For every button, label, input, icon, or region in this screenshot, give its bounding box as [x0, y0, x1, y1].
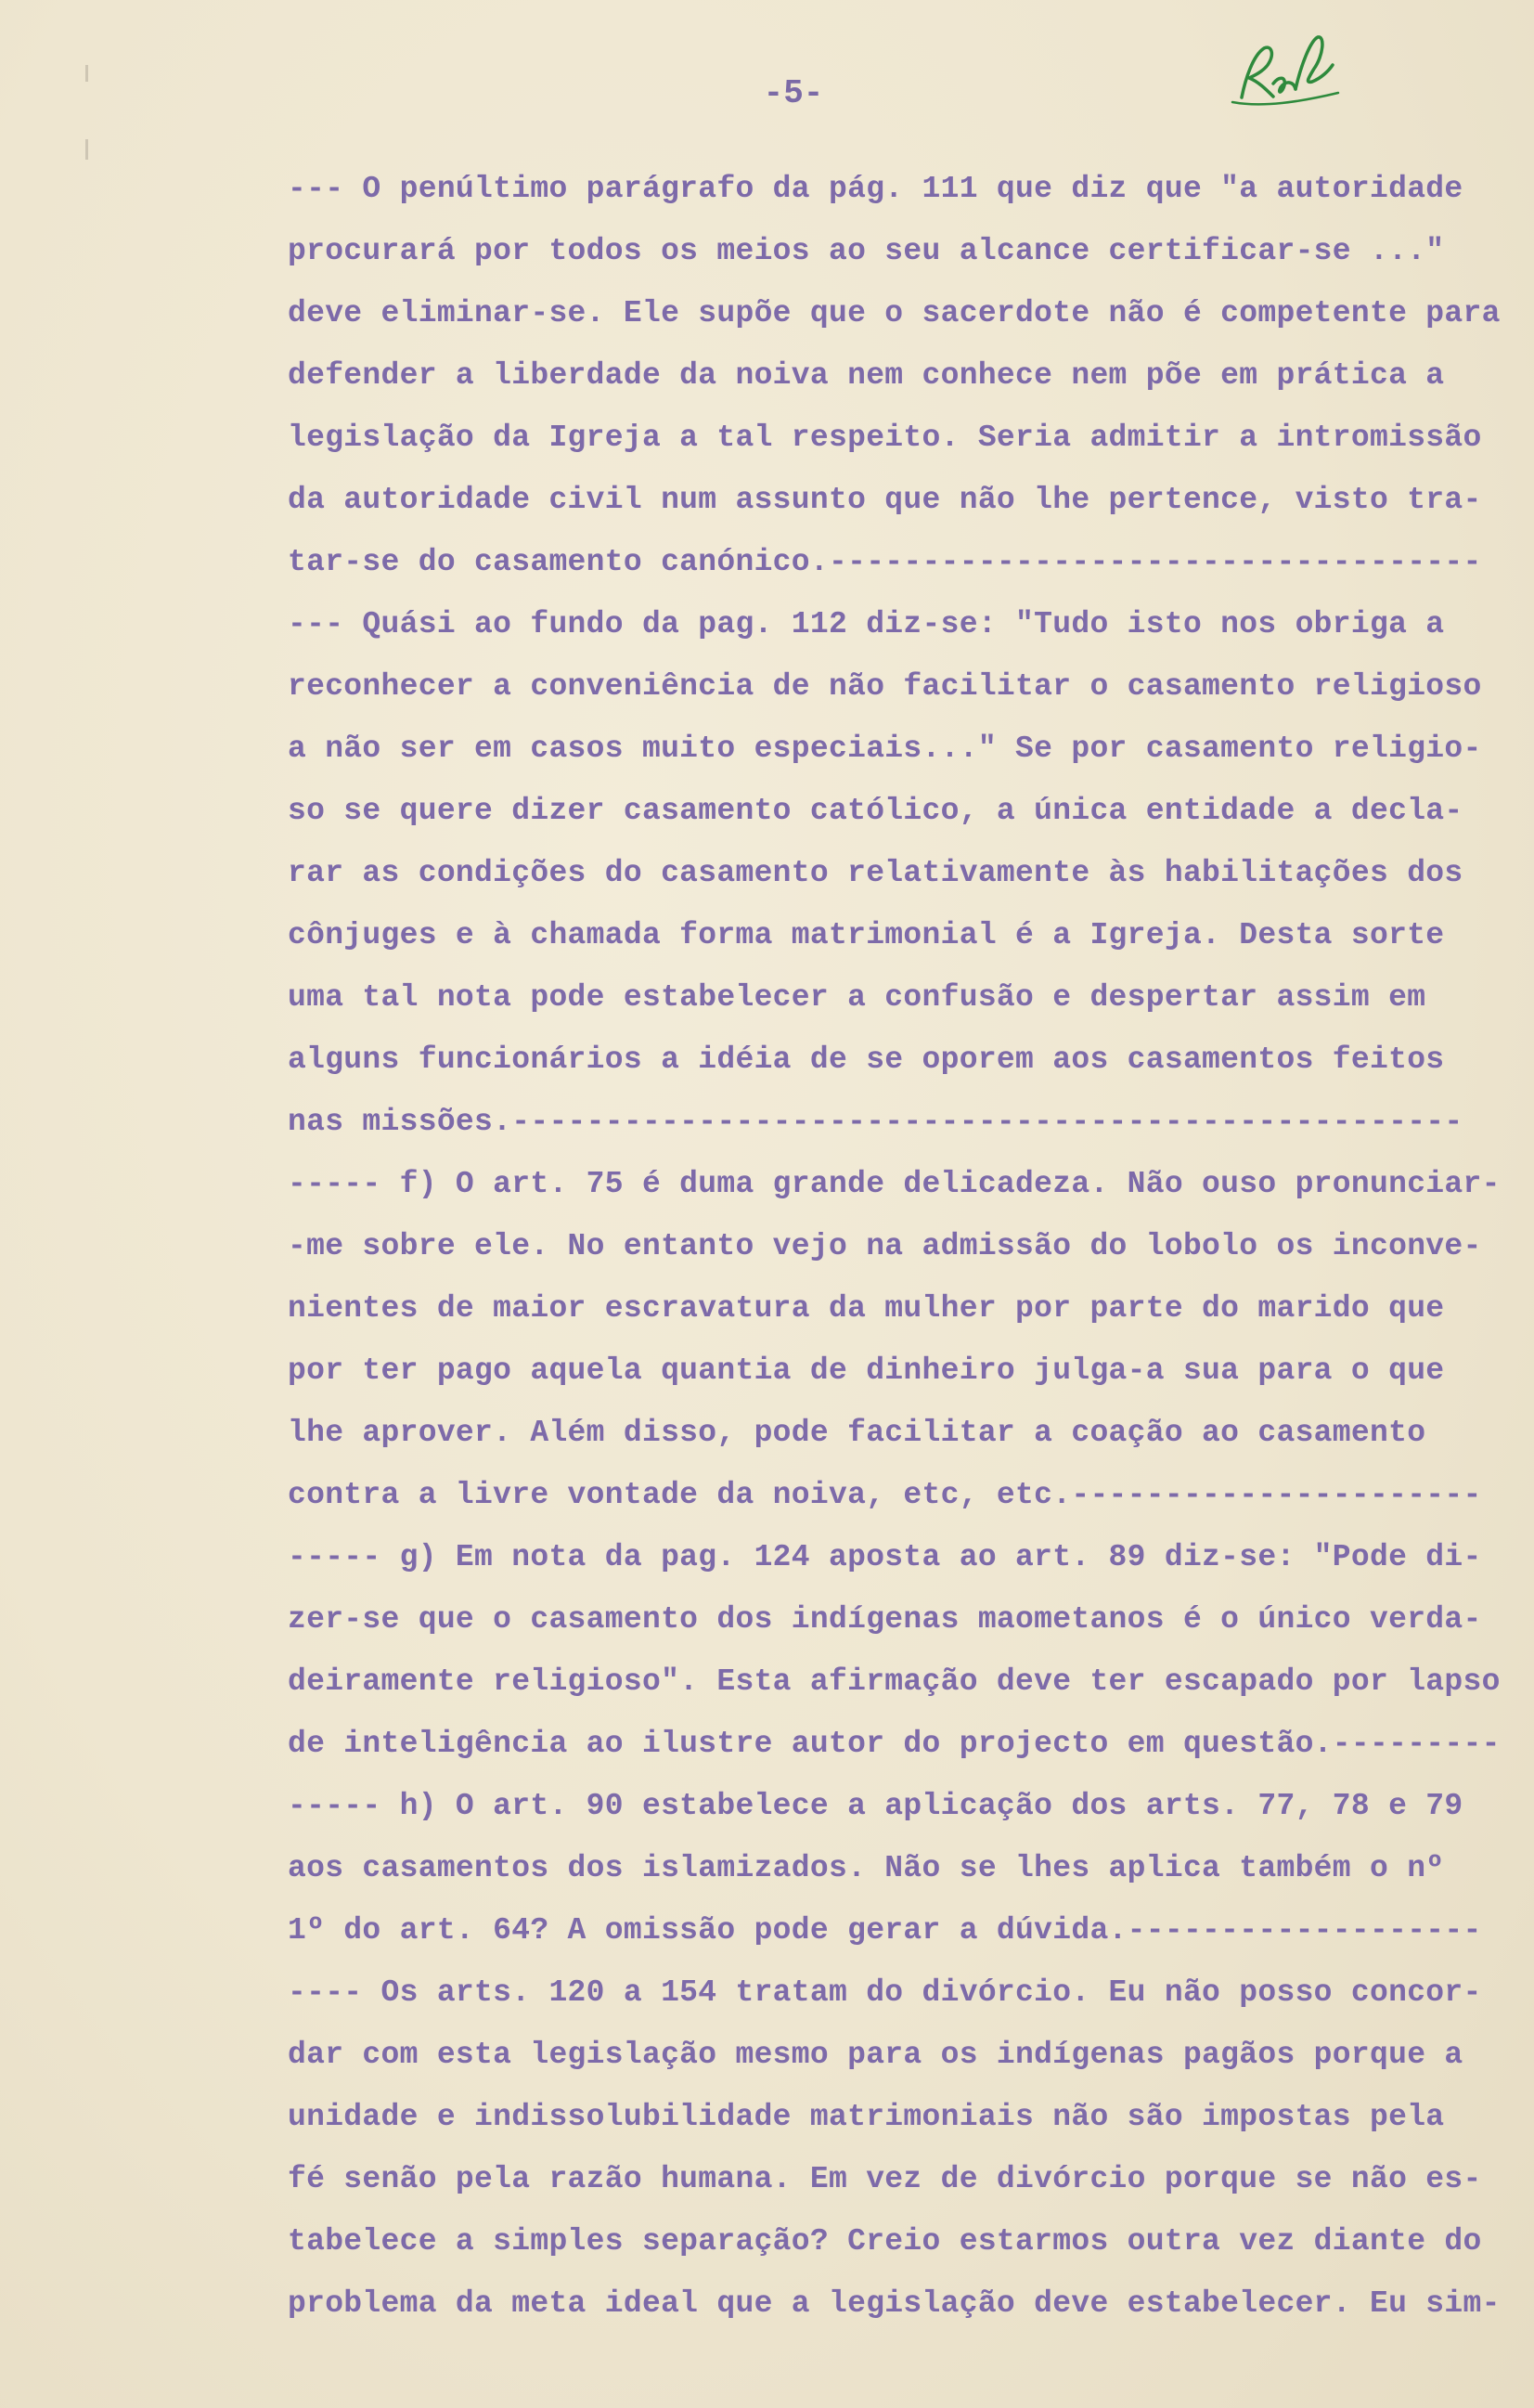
text-line: problema da meta ideal que a legislação deve estabelecer. Eu sim-	[288, 2286, 1501, 2321]
text-line: da autoridade civil num assunto que não lhe pertence, visto tra-	[288, 483, 1482, 517]
text-line: tabelece a simples separação? Creio estarmos outra vez diante do	[288, 2224, 1482, 2259]
text-line: ----- g) Em nota da pag. 124 aposta ao art. 89 diz-se: "Pode di-	[288, 1540, 1482, 1574]
text-line: aos casamentos dos islamizados. Não se lhes aplica também o nº	[288, 1851, 1445, 1885]
text-line: dar com esta legislação mesmo para os indígenas pagãos porque a	[288, 2038, 1463, 2072]
text-line: nas missões.---------------------------------------------------	[288, 1105, 1463, 1139]
text-line: --- Quási ao fundo da pag. 112 diz-se: "Tudo isto nos obriga a	[288, 607, 1445, 641]
paper-punch-mark	[85, 139, 88, 160]
text-line: a não ser em casos muito especiais..." Se por casamento religio-	[288, 731, 1482, 766]
text-line: -me sobre ele. No entanto vejo na admissão do lobolo os inconve-	[288, 1229, 1482, 1263]
text-line: lhe aprover. Além disso, pode facilitar a coação ao casamento	[288, 1416, 1426, 1450]
text-line: de inteligência ao ilustre autor do projecto em questão.---------	[288, 1727, 1501, 1761]
text-line: contra a livre vontade da noiva, etc, etc.----------------------	[288, 1478, 1482, 1512]
text-line: unidade e indissolubilidade matrimoniais não são impostas pela	[288, 2100, 1445, 2134]
paper-punch-mark	[85, 65, 88, 82]
text-line: procurará por todos os meios ao seu alcance certificar-se ..."	[288, 234, 1445, 268]
text-line: so se quere dizer casamento católico, a única entidade a decla-	[288, 794, 1463, 828]
typed-body-text	[288, 158, 1501, 2335]
text-line: ----- h) O art. 90 estabelece a aplicação dos arts. 77, 78 e 79	[288, 1789, 1463, 1823]
text-line: legislação da Igreja a tal respeito. Seria admitir a intromissão	[288, 421, 1482, 455]
text-line: rar as condições do casamento relativamente às habilitações dos	[288, 856, 1463, 890]
text-line: alguns funcionários a idéia de se oporem aos casamentos feitos	[288, 1042, 1445, 1077]
text-line: uma tal nota pode estabelecer a confusão e despertar assim em	[288, 980, 1426, 1015]
text-line: nientes de maior escravatura da mulher por parte do marido que	[288, 1291, 1445, 1326]
page-number: -5-	[763, 74, 824, 112]
handwritten-initials	[1225, 28, 1346, 121]
text-line: por ter pago aquela quantia de dinheiro julga-a sua para o que	[288, 1353, 1445, 1388]
text-line: tar-se do casamento canónico.-----------------------------------	[288, 545, 1482, 579]
text-line: cônjuges e à chamada forma matrimonial é a Igreja. Desta sorte	[288, 918, 1445, 952]
text-line: defender a liberdade da noiva nem conhece nem põe em prática a	[288, 358, 1445, 393]
text-line: zer-se que o casamento dos indígenas maometanos é o único verda-	[288, 1602, 1482, 1637]
text-line: --- O penúltimo parágrafo da pág. 111 que diz que "a autoridade	[288, 172, 1463, 206]
text-line: fé senão pela razão humana. Em vez de divórcio porque se não es-	[288, 2162, 1482, 2196]
text-line: 1º do art. 64? A omissão pode gerar a dúvida.-------------------	[288, 1913, 1482, 1948]
text-line: ---- Os arts. 120 a 154 tratam do divórcio. Eu não posso concor-	[288, 1975, 1482, 2010]
text-line: ----- f) O art. 75 é duma grande delicadeza. Não ouso pronunciar-	[288, 1167, 1501, 1201]
text-line: reconhecer a conveniência de não facilitar o casamento religioso	[288, 669, 1482, 704]
text-line: deiramente religioso". Esta afirmação deve ter escapado por lapso	[288, 1664, 1501, 1699]
text-line: deve eliminar-se. Ele supõe que o sacerdote não é competente para	[288, 296, 1501, 330]
